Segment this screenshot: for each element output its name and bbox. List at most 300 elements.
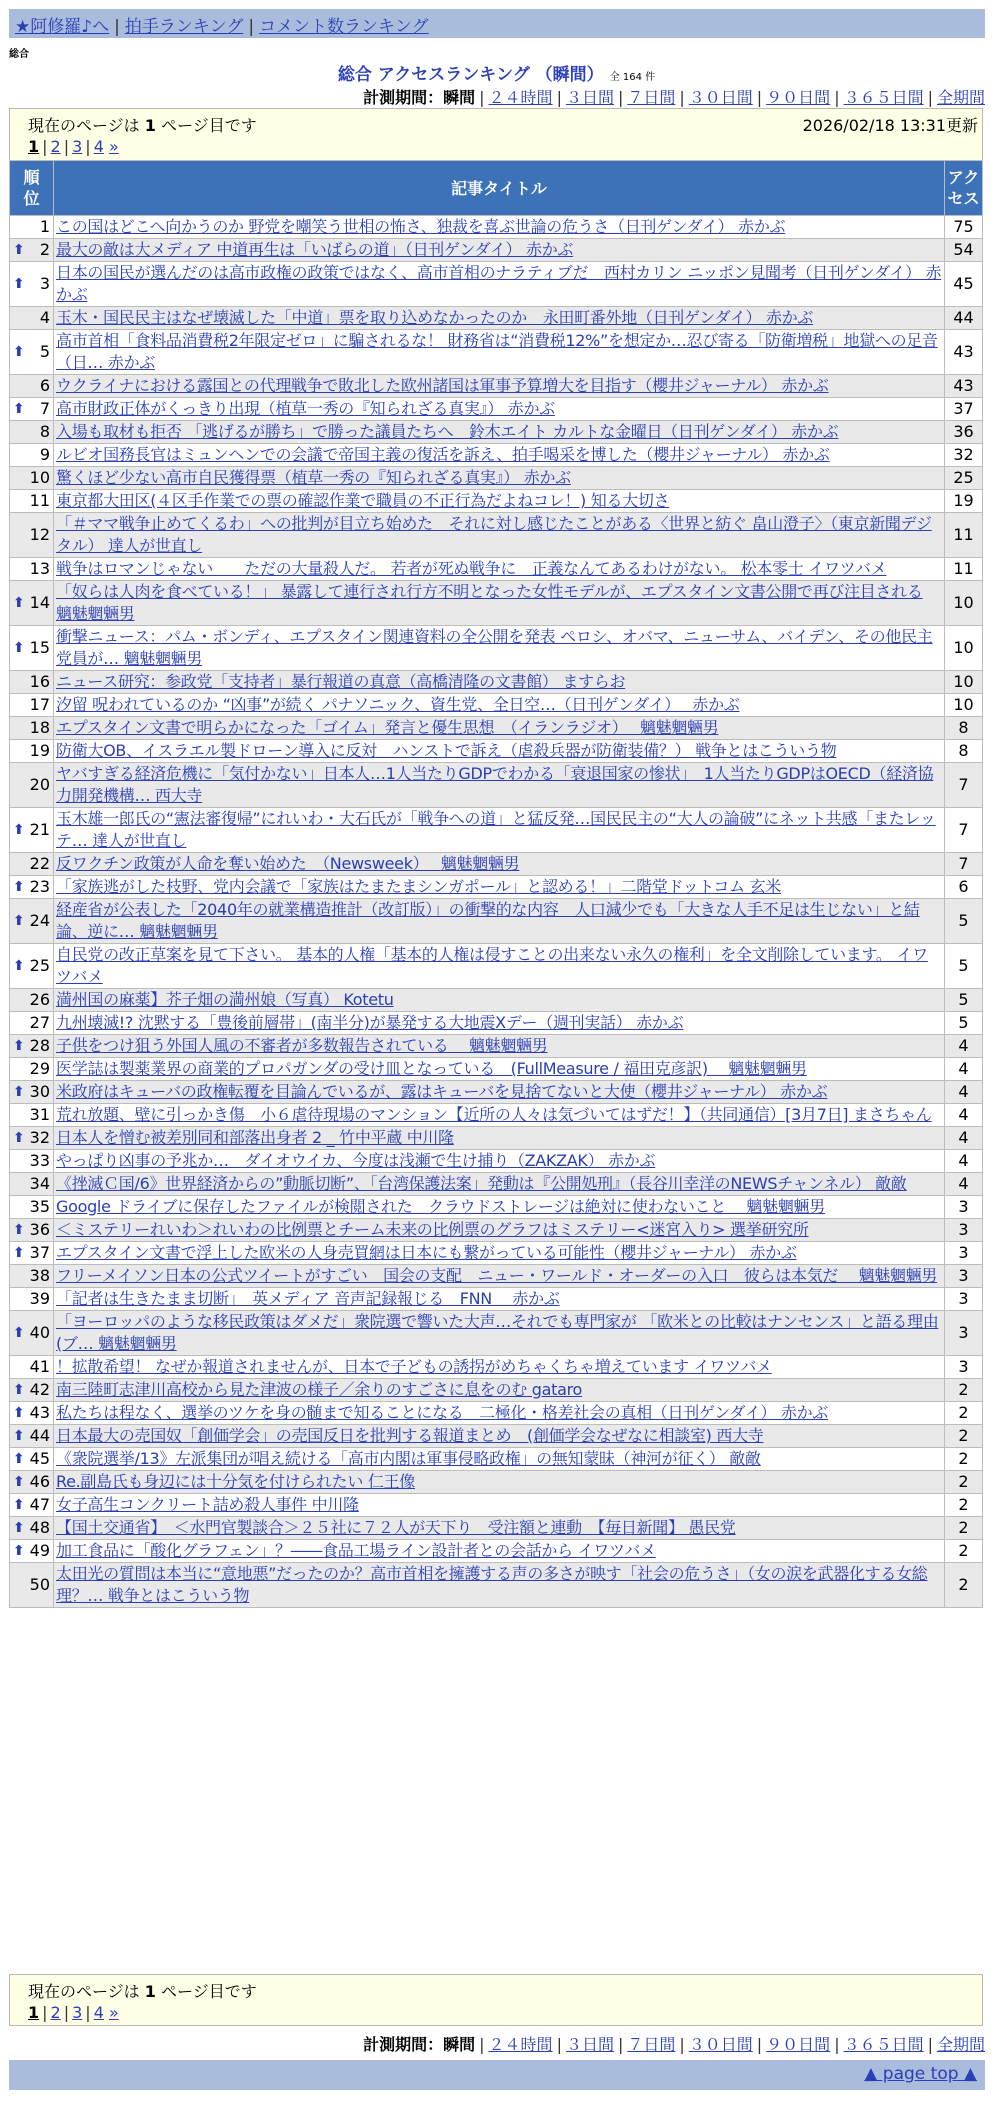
separator: |: [85, 2003, 91, 2022]
access-count: 10: [945, 626, 983, 671]
page-link[interactable]: »: [108, 137, 119, 156]
title-cell: [54, 1035, 945, 1058]
pager-top: [9, 108, 983, 162]
nav-link-comment-ranking[interactable]: コメント数ランキング: [259, 17, 429, 37]
article-link[interactable]: 衝撃ニュース：パム・ボンディ、エプスタイン関連資料の全公開を発表 ペロシ、オバマ、ニューサム、バイデン、その他民主党員が… 魑魅魍魎男: [56, 627, 933, 668]
up-arrow-icon: ⬆: [13, 401, 25, 417]
ranking-table: [9, 160, 983, 1608]
article-link[interactable]: 最大の敵は大メディア 中道再生は「いばらの道」（日刊ゲンダイ） 赤かぶ: [56, 240, 574, 259]
table-row: [10, 1058, 983, 1081]
access-count: 44: [945, 307, 983, 330]
period-link[interactable]: ３日間: [565, 88, 614, 107]
table-row: [10, 513, 983, 558]
table-row: [10, 1127, 983, 1150]
article-link[interactable]: ＜ミステリーれいわ＞れいわの比例票とチーム未来の比例票のグラフはミステリー<迷宮入り> 選挙研究所: [56, 1220, 809, 1239]
nav-link-asyura[interactable]: ★阿修羅♪へ: [15, 17, 110, 37]
rank-cell: [10, 1058, 54, 1081]
rank-number: 2: [39, 240, 50, 259]
period-link[interactable]: ９０日間: [766, 88, 831, 107]
pager-bottom: [9, 1974, 983, 2026]
title-cell: [54, 1196, 945, 1219]
access-count: 4: [945, 1035, 983, 1058]
title-cell: [54, 1150, 945, 1173]
access-count: 19: [945, 490, 983, 513]
page-link[interactable]: 4: [93, 137, 104, 156]
article-link[interactable]: 汐留 呪われているのか “凶事”が続く パナソニック、資生党、全日空…（日刊ゲンダイ） 赤かぶ: [56, 695, 740, 714]
title-cell: [54, 1012, 945, 1035]
rank-cell: [10, 1242, 54, 1265]
title-cell: [54, 1563, 945, 1608]
total-count: 全 164 件: [609, 72, 656, 83]
rank-number: 29: [29, 1059, 50, 1078]
table-row: [10, 876, 983, 899]
page-link[interactable]: 2: [50, 2003, 61, 2022]
up-arrow-icon: ⬆: [13, 1222, 25, 1238]
title-cell: [54, 421, 945, 444]
title-cell: [54, 1379, 945, 1402]
page-current: 1: [28, 2003, 40, 2022]
page-link[interactable]: »: [108, 2003, 119, 2022]
rank-number: 40: [29, 1323, 50, 1342]
table-row: [10, 558, 983, 581]
article-link[interactable]: 【国土交通省】 ＜水門官製談合＞２５社に７２人が天下り 受注額と連動 【毎日新聞】 愚民党: [56, 1518, 736, 1537]
rank-cell: [10, 262, 54, 307]
table-row: [10, 1311, 983, 1356]
rank-number: 24: [29, 911, 50, 930]
article-link[interactable]: この国はどこへ向かうのか 野党を嘲笑う世相の怖さ、独裁を喜ぶ世論の危うさ（日刊ゲンダイ） 赤かぶ: [56, 217, 786, 236]
separator: |: [63, 2003, 70, 2022]
rank-number: 32: [29, 1128, 50, 1147]
table-row: [10, 1425, 983, 1448]
table-row: [10, 740, 983, 763]
article-link[interactable]: 「ヨーロッパのような移民政策はダメだ」衆院選で響いた大声…それでも専門家が 「欧米との比較はナンセンス」と語る理由 (ブ… 魑魅魍魎男: [56, 1312, 939, 1353]
page-link[interactable]: 3: [72, 137, 83, 156]
rank-number: 25: [29, 956, 50, 975]
period-link[interactable]: 全期間: [936, 2035, 985, 2054]
rank-cell: [10, 944, 54, 989]
table-row: [10, 1196, 983, 1219]
access-count: 3: [945, 1288, 983, 1311]
rank-cell: [10, 330, 54, 375]
article-link[interactable]: ニュース研究：参政党「支持者」暴行報道の真意（高橋清隆の文書館） ますらお: [56, 672, 626, 691]
title-cell: [54, 558, 945, 581]
rank-cell: [10, 1035, 54, 1058]
access-count: 45: [945, 262, 983, 307]
rank-number: 4: [39, 308, 50, 327]
article-link[interactable]: フリーメイソン日本の公式ツイートがすごい 国会の支配 ニュー・ワールド・オーダーの入口 彼らは本気だ 魑魅魍魎男: [56, 1266, 938, 1285]
rank-number: 38: [29, 1266, 50, 1285]
separator: |: [63, 137, 70, 156]
rank-cell: [10, 1150, 54, 1173]
section-label: 総合: [9, 49, 29, 60]
title-cell: [54, 1173, 945, 1196]
rank-number: 17: [29, 695, 50, 714]
access-count: 10: [945, 581, 983, 626]
article-link[interactable]: 南三陸町志津川高校から見た津波の様子／余りのすごさに息をのむ gataro: [56, 1380, 583, 1399]
table-row: [10, 1563, 983, 1608]
title-cell: [54, 444, 945, 467]
rank-cell: [10, 513, 54, 558]
article-link[interactable]: 「奴らは人肉を食べている！」 暴露して連行され行方不明となった女性モデルが、エプスタイン文書公開で再び注目される 魑魅魍魎男: [56, 582, 923, 623]
access-count: 75: [945, 216, 983, 239]
title-cell: [54, 1219, 945, 1242]
article-link[interactable]: 満州国の麻薬】芥子畑の満州娘（写真） Kotetu: [56, 990, 394, 1009]
article-link[interactable]: 戦争はロマンじゃない ただの大量殺人だ。 若者が死ぬ戦争に 正義なんてあるわけがない。 松本零士 イワツバメ: [56, 559, 887, 578]
rank-cell: [10, 421, 54, 444]
title-cell: [54, 1471, 945, 1494]
article-link[interactable]: 防衛大OB、イスラエル製ドローン導入に反対 ハンストで訴え（虐殺兵器が防衛装備？） 戦争とはこういう物: [56, 741, 837, 760]
table-row: [10, 989, 983, 1012]
rank-number: 27: [29, 1013, 50, 1032]
table-row: [10, 808, 983, 853]
title-cell: [54, 694, 945, 717]
up-arrow-icon: ⬆: [13, 1520, 25, 1536]
title-cell: [54, 307, 945, 330]
rank-cell: [10, 1012, 54, 1035]
title-cell: [54, 1311, 945, 1356]
up-arrow-icon: ⬆: [13, 913, 25, 929]
top-navigation-bar: ★阿修羅♪へ | 拍手ランキング | コメント数ランキング: [9, 9, 985, 38]
article-link[interactable]: 《衆院選挙/13》左派集団が唱え続ける「高市内閣は軍事侵略政権」の無知蒙昧（神河が征く） 敵敵: [56, 1449, 761, 1468]
up-arrow-icon: ⬆: [13, 1497, 25, 1513]
rank-cell: [10, 1219, 54, 1242]
table-row: [10, 1448, 983, 1471]
separator: |: [479, 88, 485, 107]
article-link[interactable]: 日本最大の売国奴「創価学会」の売国反日を批判する報道まとめ (創価学会なぜなに相談室) 西大寺: [56, 1426, 764, 1445]
rank-number: 21: [29, 820, 50, 839]
separator: |: [756, 88, 763, 107]
separator: |: [679, 2035, 685, 2054]
rank-number: 11: [29, 491, 50, 510]
rank-number: 19: [29, 741, 50, 760]
article-link[interactable]: 「＃ママ戦争止めてくるわ」への批判が目立ち始めた それに対し感じたことがある〈世界と紡ぐ 畠山澄子〉（東京新聞デジタル） 達人が世直し: [56, 514, 932, 555]
rank-number: 14: [29, 593, 50, 612]
table-row: [10, 763, 983, 808]
title-cell: [54, 1127, 945, 1150]
table-row: [10, 1081, 983, 1104]
article-link[interactable]: ヤバすぎる経済危機に「気付かない」日本人…1人当たりGDPでわかる「衰退国家の惨状」 1人当たりGDPはOECD（経済協力開発機構… 西大寺: [56, 764, 934, 805]
article-link[interactable]: 太田光の質問は本当に“意地悪”だったのか？高市首相を擁護する声の多さが映す「社会の危うさ」（女の涙を武器化する女総理？… 戦争とはこういう物: [56, 1564, 928, 1605]
period-link[interactable]: ７日間: [627, 88, 676, 107]
page-links: [28, 2003, 119, 2022]
title-cell: [54, 626, 945, 671]
up-arrow-icon: ⬆: [13, 1543, 25, 1559]
rank-cell: [10, 694, 54, 717]
table-row: [10, 1288, 983, 1311]
up-arrow-icon: ⬆: [13, 1325, 25, 1341]
access-count: 3: [945, 1196, 983, 1219]
table-row: [10, 1242, 983, 1265]
access-count: 10: [945, 671, 983, 694]
article-link[interactable]: ルビオ国務長官はミュンヘンでの会議で帝国主義の復活を訴え、拍手喝采を博した（櫻井ジャーナル） 赤かぶ: [56, 445, 830, 464]
page-link[interactable]: 3: [72, 2003, 83, 2022]
title-cell: [54, 853, 945, 876]
table-row: [10, 626, 983, 671]
access-count: 11: [945, 513, 983, 558]
rank-cell: [10, 1540, 54, 1563]
separator: |: [556, 2035, 562, 2054]
table-row: [10, 1012, 983, 1035]
separator: |: [927, 88, 933, 107]
separator: |: [479, 2035, 485, 2054]
article-link[interactable]: 女子高生コンクリート詰め殺人事件 中川隆: [56, 1495, 359, 1514]
rank-number: 23: [29, 877, 50, 896]
period-current: 瞬間: [443, 2035, 476, 2054]
rank-cell: [10, 444, 54, 467]
separator: |: [556, 88, 562, 107]
rank-number: 30: [29, 1082, 50, 1101]
title-cell: [54, 1402, 945, 1425]
title-cell: [54, 375, 945, 398]
rank-number: 35: [29, 1197, 50, 1216]
up-arrow-icon: ⬆: [13, 640, 25, 656]
table-row: [10, 1265, 983, 1288]
rank-cell: [10, 490, 54, 513]
article-link[interactable]: 高市首相「食料品消費税2年限定ゼロ」に騙されるな！ 財務省は“消費税12%”を想定か…忍び寄る「防衛増税」地獄への足音（日… 赤かぶ: [56, 331, 938, 372]
nav-link-clap-ranking[interactable]: 拍手ランキング: [124, 17, 244, 37]
article-link[interactable]: Google ドライブに保存したファイルが検閲された クラウドストレージは絶対に使わないこと 魑魅魍魎男: [56, 1197, 825, 1216]
up-arrow-icon: ⬆: [13, 1451, 25, 1467]
access-count: 4: [945, 1127, 983, 1150]
rank-number: 33: [29, 1151, 50, 1170]
access-count: 5: [945, 989, 983, 1012]
separator: |: [927, 2035, 933, 2054]
page-link[interactable]: 2: [50, 137, 61, 156]
table-row: [10, 1173, 983, 1196]
title-cell: [54, 671, 945, 694]
header-title: 記事タイトル: [54, 161, 945, 216]
up-arrow-icon: ⬆: [13, 242, 25, 258]
article-link[interactable]: 東京都大田区(４区手作業での票の確認作業で職員の不正行為だよねコレ！) 知る大切さ: [56, 491, 670, 510]
access-count: 32: [945, 444, 983, 467]
up-arrow-icon: ⬆: [13, 958, 25, 974]
title-cell: [54, 1356, 945, 1379]
article-link[interactable]: 高市財政正体がくっきり出現（植草一秀の『知られざる真実』） 赤かぶ: [56, 399, 555, 418]
article-link[interactable]: 経産省が公表した「2040年の就業構造推計（改訂版）」の衝撃的な内容 人口減少でも「大きな人手不足は生じない」と結論、逆に… 魑魅魍魎男: [56, 900, 920, 941]
rank-number: 45: [29, 1449, 50, 1468]
rank-cell: [10, 899, 54, 944]
table-row: [10, 1104, 983, 1127]
rank-number: 34: [29, 1174, 50, 1193]
rank-cell: [10, 1471, 54, 1494]
rank-number: 37: [29, 1243, 50, 1262]
rank-cell: [10, 1356, 54, 1379]
access-count: 43: [945, 375, 983, 398]
access-count: 3: [945, 1311, 983, 1356]
access-count: 5: [945, 1012, 983, 1035]
article-link[interactable]: Re.副島氏も身辺には十分気を付けられたい 仁王像: [56, 1472, 415, 1491]
rank-cell: [10, 307, 54, 330]
table-row: [10, 467, 983, 490]
rank-cell: [10, 398, 54, 421]
article-link[interactable]: 《挫滅Ｃ国/6》世界経済からの”動脈切断”、「台湾保護法案」発動は『公開処刑』（長谷川幸洋のNEWSチャンネル） 敵敵: [56, 1174, 907, 1193]
rank-number: 47: [29, 1495, 50, 1514]
title-cell: [54, 740, 945, 763]
rank-cell: [10, 763, 54, 808]
separator: |: [42, 2003, 48, 2022]
title-cell: [54, 944, 945, 989]
table-row: [10, 421, 983, 444]
rank-number: 7: [39, 399, 50, 418]
title-cell: [54, 581, 945, 626]
access-count: 5: [945, 899, 983, 944]
table-row: [10, 307, 983, 330]
separator: |: [679, 88, 685, 107]
rank-number: 18: [29, 718, 50, 737]
title-cell: [54, 1540, 945, 1563]
period-current: 瞬間: [443, 88, 476, 107]
page-top-link[interactable]: ▲ page top ▲: [864, 2064, 977, 2084]
separator: |: [756, 2035, 763, 2054]
up-arrow-icon: ⬆: [13, 1084, 25, 1100]
up-arrow-icon: ⬆: [13, 595, 25, 611]
period-link[interactable]: ３６５日間: [843, 2035, 924, 2054]
table-row: [10, 944, 983, 989]
period-link[interactable]: ３０日間: [688, 2035, 753, 2054]
access-count: 2: [945, 1379, 983, 1402]
article-link[interactable]: 私たちは程なく、選挙のツケを身の髄まで知ることになる 二極化・格差社会の真相（日刊ゲンダイ） 赤かぶ: [56, 1403, 829, 1422]
rank-cell: [10, 216, 54, 239]
page-links: [28, 137, 119, 156]
rank-number: 36: [29, 1220, 50, 1239]
table-row: [10, 375, 983, 398]
separator: |: [617, 2035, 624, 2054]
access-count: 4: [945, 1081, 983, 1104]
period-link[interactable]: ３６５日間: [843, 88, 924, 107]
up-arrow-icon: ⬆: [13, 1130, 25, 1146]
rank-cell: [10, 239, 54, 262]
access-count: 54: [945, 239, 983, 262]
rank-number: 26: [29, 990, 50, 1009]
rank-number: 12: [29, 525, 50, 544]
article-link[interactable]: 日本人を憎む被差別同和部落出身者 2 _ 竹中平蔵 中川隆: [56, 1128, 454, 1147]
title-cell: [54, 398, 945, 421]
article-link[interactable]: 加工食品に「酸化グラフェン」？――食品工場ライン設計者との会話から イワツバメ: [56, 1541, 656, 1560]
article-link[interactable]: ウクライナにおける露国との代理戦争で敗北した欧州諸国は軍事予算増大を目指す（櫻井ジャーナル） 赤かぶ: [56, 376, 829, 395]
period-link[interactable]: 全期間: [936, 88, 985, 107]
title-cell: [54, 1448, 945, 1471]
period-link[interactable]: ３０日間: [688, 88, 753, 107]
article-link[interactable]: 驚くほど少ない高市自民獲得票（植草一秀の『知られざる真実』） 赤かぶ: [56, 468, 571, 487]
table-row: [10, 1356, 983, 1379]
access-count: 2: [945, 1448, 983, 1471]
table-row: [10, 239, 983, 262]
access-count: 36: [945, 421, 983, 444]
article-link[interactable]: 「記者は生きたまま切断」 英メディア 音声記録報じる FNN 赤かぶ: [56, 1289, 560, 1308]
separator: |: [834, 2035, 840, 2054]
separator: |: [85, 137, 91, 156]
access-count: 10: [945, 694, 983, 717]
up-arrow-icon: ⬆: [13, 1382, 25, 1398]
up-arrow-icon: ⬆: [13, 822, 25, 838]
period-selector-top: [363, 85, 985, 108]
title-cell: [54, 1104, 945, 1127]
rank-cell: [10, 467, 54, 490]
rank-cell: [10, 671, 54, 694]
article-link[interactable]: 荒れ放題、壁に引っかき傷 小６虐待現場のマンション【近所の人々は気づいてはずだ！】（共同通信）[3月7日] まさちゃん: [56, 1105, 932, 1124]
title-cell: [54, 513, 945, 558]
rank-cell: [10, 626, 54, 671]
rank-cell: [10, 876, 54, 899]
period-label: 計測期間：: [363, 88, 444, 107]
access-count: 4: [945, 1173, 983, 1196]
rank-cell: [10, 1402, 54, 1425]
period-link[interactable]: ９０日間: [766, 2035, 831, 2054]
up-arrow-icon: ⬆: [13, 1038, 25, 1054]
table-row: [10, 671, 983, 694]
access-count: 5: [945, 944, 983, 989]
rank-number: 49: [29, 1541, 50, 1560]
up-arrow-icon: ⬆: [13, 1245, 25, 1261]
rank-number: 8: [39, 422, 50, 441]
period-link[interactable]: ３日間: [565, 2035, 614, 2054]
period-link[interactable]: ２４時間: [488, 2035, 553, 2054]
article-link[interactable]: 「家族逃がした枝野、党内会議で「家族はたまたまシンガポール」と認める！」二階堂ドットコム 玄米: [56, 877, 781, 896]
access-count: 2: [945, 1471, 983, 1494]
period-link[interactable]: ７日間: [627, 2035, 676, 2054]
separator: |: [42, 137, 48, 156]
table-header-row: [10, 161, 983, 216]
rank-cell: [10, 581, 54, 626]
access-count: 3: [945, 1265, 983, 1288]
title-cell: [54, 989, 945, 1012]
header-rank: 順位: [10, 161, 54, 216]
rank-cell: [10, 1425, 54, 1448]
rank-cell: [10, 1517, 54, 1540]
access-count: 2: [945, 1402, 983, 1425]
title-cell: [54, 239, 945, 262]
up-arrow-icon: ⬆: [13, 276, 25, 292]
title-cell: [54, 899, 945, 944]
rank-number: 15: [29, 638, 50, 657]
table-row: [10, 262, 983, 307]
rank-cell: [10, 989, 54, 1012]
article-link[interactable]: 入場も取材も拒否 「逃げるが勝ち」で勝った議員たちへ 鈴木エイト カルトな金曜日（日刊ゲンダイ） 赤かぶ: [56, 422, 839, 441]
article-link[interactable]: エプスタイン文書で浮上した欧米の人身売買網は日本にも繋がっている可能性（櫻井ジャーナル） 赤かぶ: [56, 1243, 797, 1262]
table-row: [10, 694, 983, 717]
separator: |: [617, 88, 624, 107]
title-cell: [54, 1058, 945, 1081]
period-selector-bottom: [363, 2032, 985, 2055]
article-link[interactable]: 玉木雄一郎氏の“憲法審復帰”にれいわ・大石氏が「戦争への道」と猛反発…国民民主の“大人の論破”にネット共感「またレッテ… 達人が世直し: [56, 809, 936, 850]
article-link[interactable]: 医学誌は製薬業界の商業的プロパガンダの受け皿となっている (FullMeasure / 福田克彦訳) 魑魅魍魎男: [56, 1059, 807, 1078]
rank-number: 1: [39, 217, 50, 236]
table-row: [10, 1540, 983, 1563]
article-link[interactable]: 九州壊滅!? 沈黙する「豊後前層帯」(南半分)が暴発する大地震Xデー（週刊実話） 赤かぶ: [56, 1013, 684, 1032]
page-link[interactable]: 4: [93, 2003, 104, 2022]
article-link[interactable]: 日本の国民が選んだのは高市政権の政策ではなく、高市首相のナラティブだ 西村カリン ニッポン見聞考（日刊ゲンダイ） 赤かぶ: [56, 263, 942, 304]
rank-number: 39: [29, 1289, 50, 1308]
article-link[interactable]: 反ワクチン政策が人命を奪い始めた （Newsweek） 魑魅魍魎男: [56, 854, 520, 873]
table-row: [10, 490, 983, 513]
article-link[interactable]: 子供をつけ狙う外国人風の不審者が多数報告されている 魑魅魍魎男: [56, 1036, 548, 1055]
rank-cell: [10, 1265, 54, 1288]
article-link[interactable]: 玉木・国民民主はなぜ壊滅した「中道」票を取り込めなかったのか 永田町番外地（日刊ゲンダイ） 赤かぶ: [56, 308, 814, 327]
article-link[interactable]: ！拡散希望！ なぜか報道されませんが、日本で子どもの誘拐がめちゃくちゃ増えています イワツバメ: [56, 1357, 772, 1376]
title-cell: [54, 1517, 945, 1540]
article-link[interactable]: 自民党の改正草案を見て下さい。 基本的人権「基本的人権は侵すことの出来ない永久の権利」を全文削除しています。 イワツバメ: [56, 945, 928, 986]
article-link[interactable]: 米政府はキューバの政権転覆を目論んでいるが、露はキューバを見捨てないと大使（櫻井ジャーナル） 赤かぶ: [56, 1082, 828, 1101]
article-link[interactable]: エプスタイン文書で明らかになった「ゴイム」発言と優生思想 （イランラジオ） 魑魅魍魎男: [56, 718, 719, 737]
rank-number: 46: [29, 1472, 50, 1491]
period-link[interactable]: ２４時間: [488, 88, 553, 107]
rank-number: 48: [29, 1518, 50, 1537]
rank-cell: [10, 740, 54, 763]
title-cell: [54, 1425, 945, 1448]
rank-number: 28: [29, 1036, 50, 1055]
rank-number: 10: [29, 468, 50, 487]
article-link[interactable]: やっぱり凶事の予兆か… ダイオウイカ、今度は浅瀬で生け捕り（ZAKZAK） 赤かぶ: [56, 1151, 656, 1170]
